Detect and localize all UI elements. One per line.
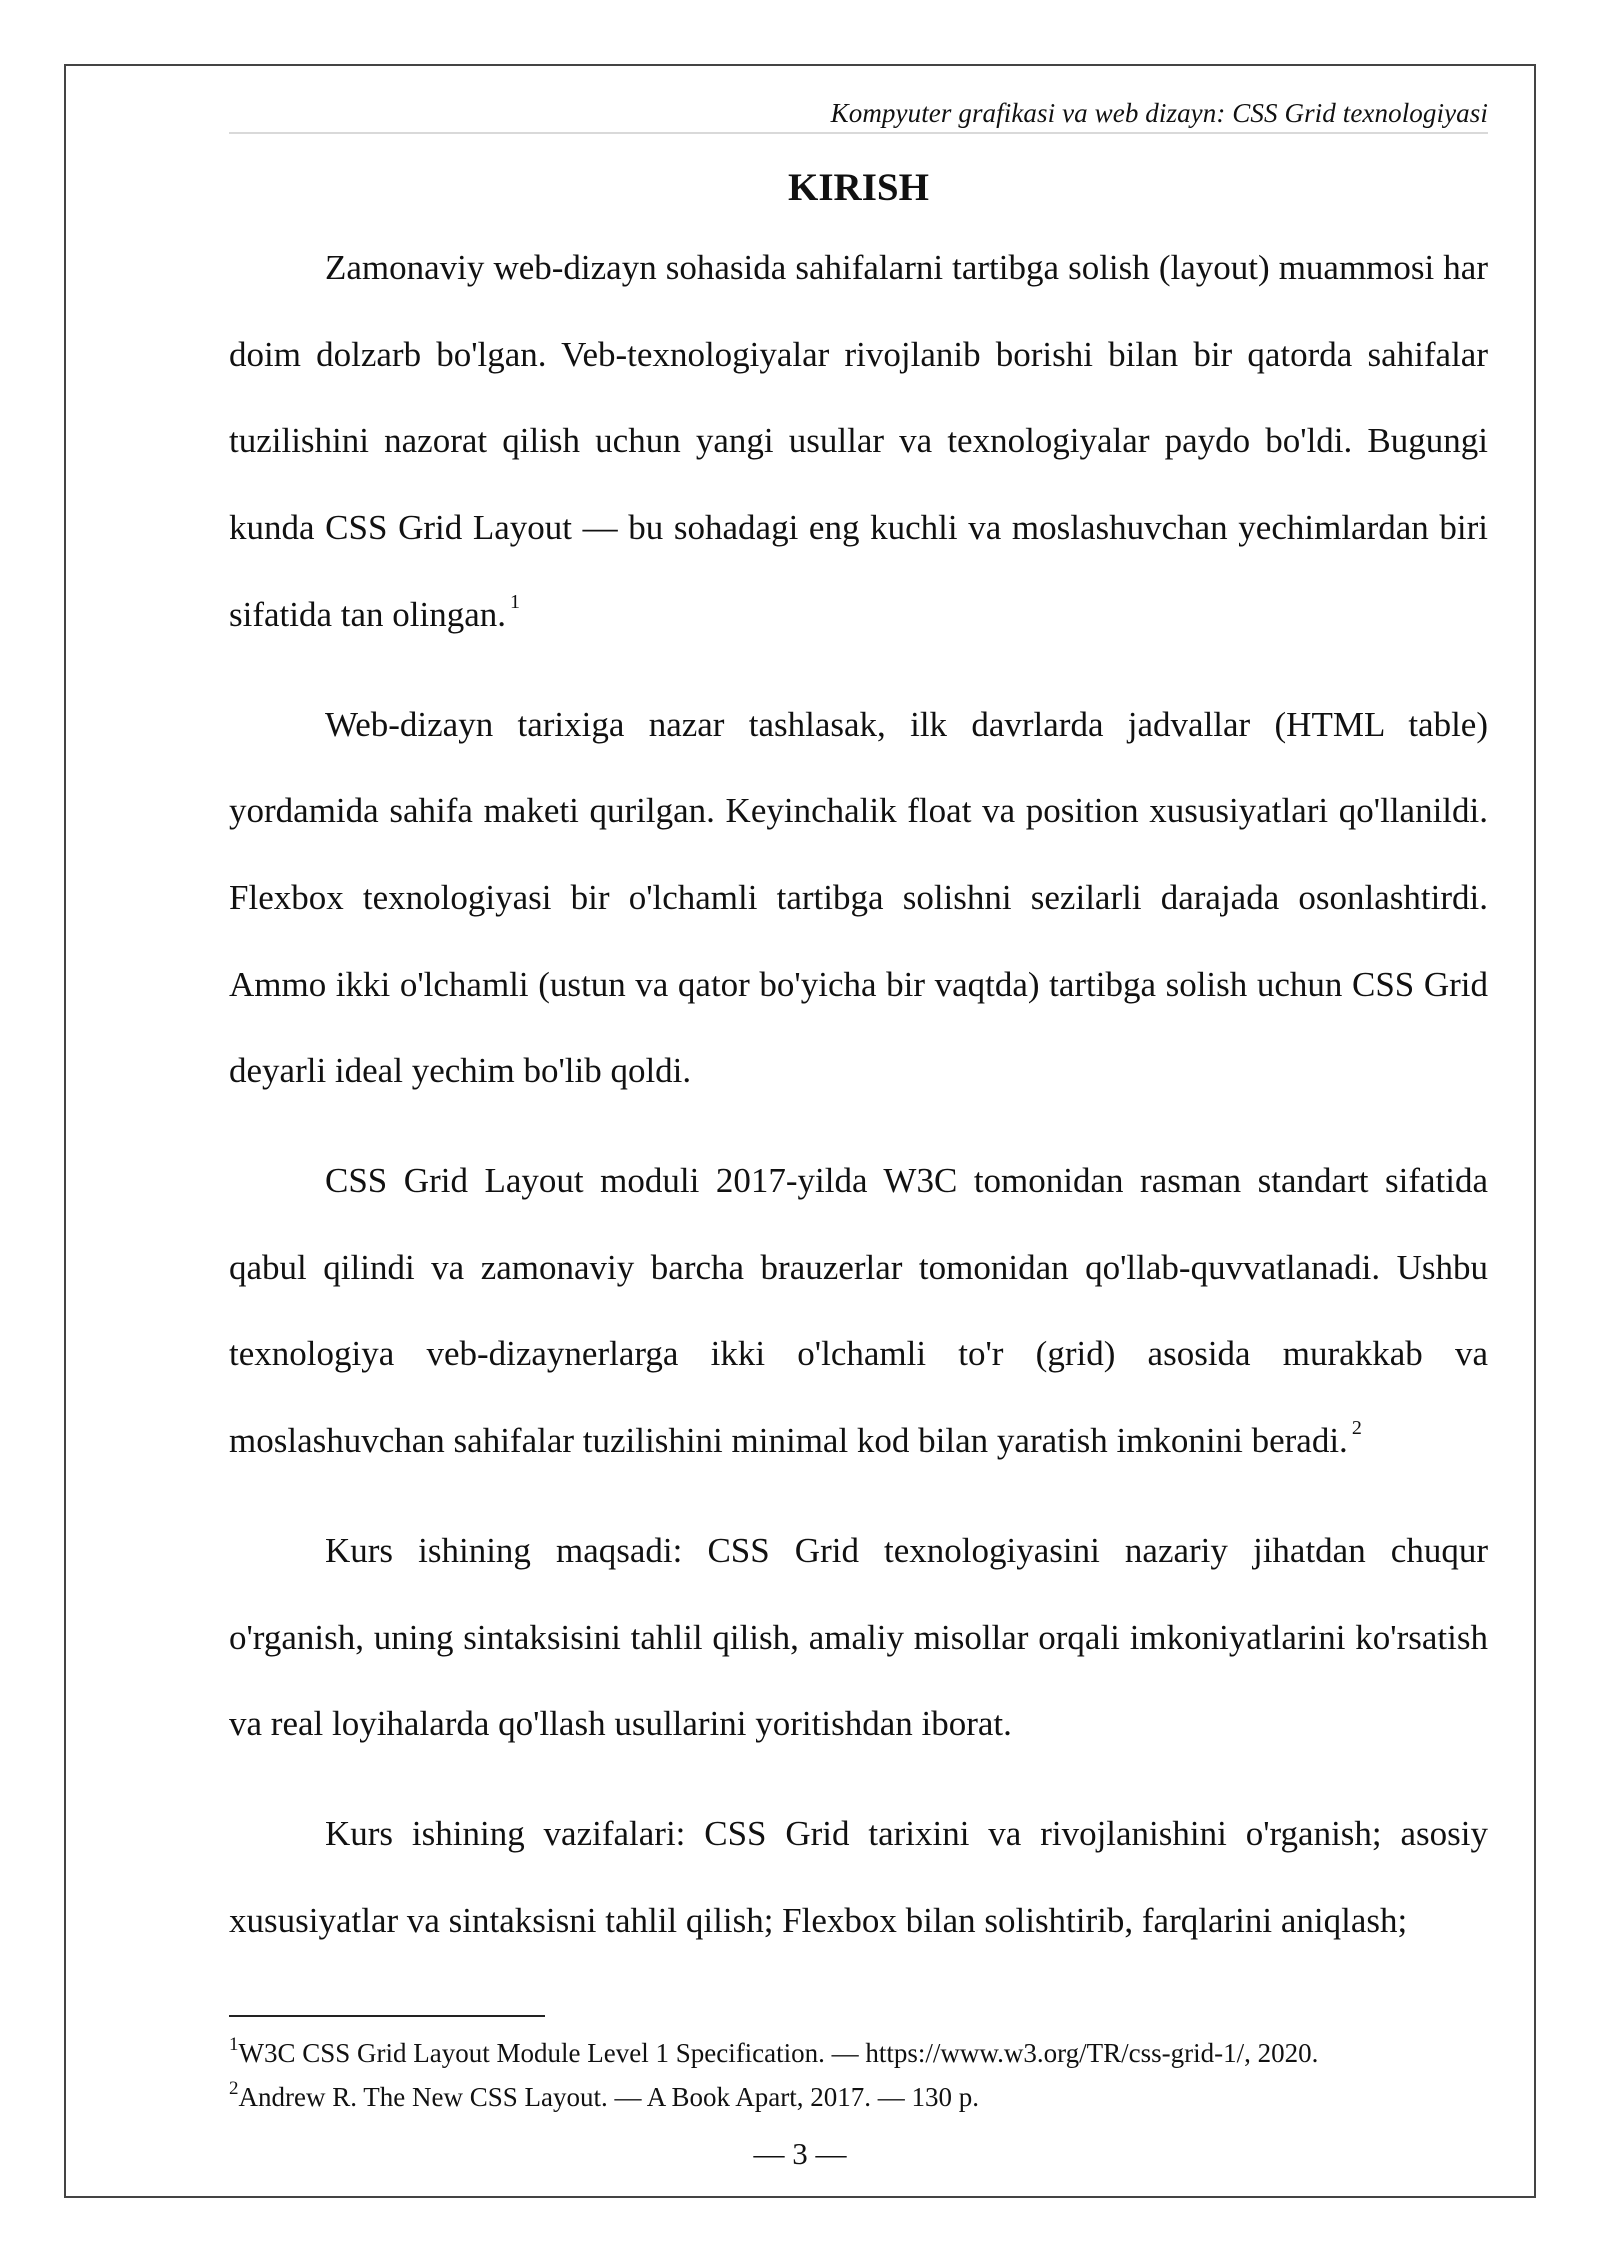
running-header: Kompyuter grafikasi va web dizayn: CSS Grid texnologiyasi — [229, 64, 1488, 134]
paragraph-text: Web-dizayn tarixiga nazar tashlasak, ilk davrlarda jadvallar (HTML table) yordamida sahifa maketi qurilgan. Keyinchalik float va position xususiyatlari qo'llanildi. Flexbox texnologiyasi bir o'lchamli tartibga solishni sezilarli darajada osonlashtirdi. Ammo ikki o'lchamli (ustun va qator bo'yicha bir vaqtda) tartibga solish uchun CSS Grid deyarli ideal yechim bo'lib qoldi. — [229, 704, 1488, 1091]
footnote — [229, 2075, 1488, 2119]
footnote-reference[interactable]: 1 — [510, 590, 521, 613]
paragraph — [229, 1138, 1488, 1485]
footnote-number: 2 — [229, 2078, 239, 2099]
paragraph — [229, 682, 1488, 1116]
paragraph-text: CSS Grid Layout moduli 2017-yilda W3C tomonidan rasman standart sifatida qabul qilindi va zamonaviy barcha brauzerlar tomonidan qo'llab-quvvatlanadi. Ushbu texnologiya veb-dizaynerlarga ikki o'lchamli to'r (grid) asosida murakkab va moslashuvchan sahifalar tuzilishini minimal kod bilan yaratish imkonini beradi. — [229, 1161, 1488, 1461]
footnote-text: Andrew R. The New CSS Layout. — A Book Apart, 2017. — 130 p. — [238, 2082, 979, 2112]
paragraph-text: Zamonaviy web-dizayn sohasida sahifalarni tartibga solish (layout) muammosi har doim dolzarb bo'lgan. Veb-texnologiyalar rivojlanib borishi bilan bir qatorda sahifalar tuzilishini nazorat qilish uchun yangi usullar va texnologiyalar paydo bo'ldi. Bugungi kunda CSS Grid Layout — bu sohadagi eng kuchli va moslashuvchan yechimlardan biri sifatida tan olingan. — [229, 248, 1488, 634]
paragraph — [229, 225, 1488, 659]
page-number: — 3 — — [753, 2136, 847, 2171]
paragraph — [229, 1791, 1488, 1964]
footnote-number: 1 — [229, 2034, 239, 2055]
page-content — [229, 64, 1488, 1964]
footnote-text: W3C CSS Grid Layout Module Level 1 Specification. — https://www.w3.org/TR/css-grid-1/, 2020. — [238, 2038, 1319, 2068]
footnotes — [229, 2031, 1488, 2119]
section-title: KIRISH — [788, 166, 929, 209]
paragraph-text: Kurs ishining vazifalari: CSS Grid tarixini va rivojlanishini o'rganish; asosiy xususiyatlar va sintaksisni tahlil qilish; Flexbox bilan solishtirib, farqlarini aniqlash; — [229, 1813, 1488, 1940]
paragraph-text: Kurs ishining maqsadi: CSS Grid texnologiyasini nazariy jihatdan chuqur o'rganish, uning sintaksisini tahlil qilish, amaliy misollar orqali imkoniyatlarini ko'rsatish va real loyihalarda qo'llash usullarini yoritishdan iborat. — [229, 1530, 1488, 1744]
paragraph — [229, 1508, 1488, 1768]
footnote — [229, 2031, 1488, 2075]
footnote-reference[interactable]: 2 — [1351, 1417, 1362, 1440]
footnote-separator — [229, 2015, 545, 2017]
